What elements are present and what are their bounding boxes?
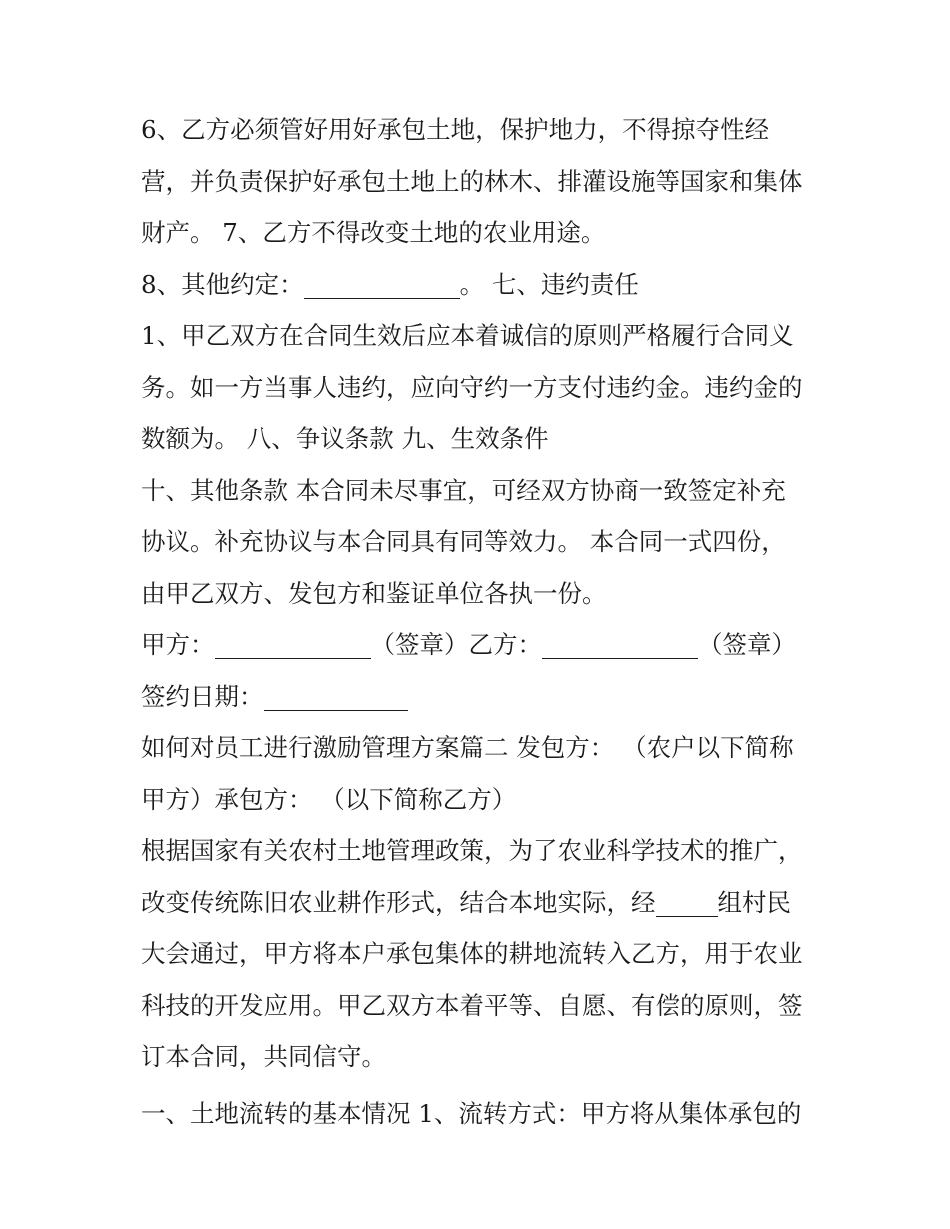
signing-date-label: 签约日期： [141,681,264,711]
text-line-2-content: 营，并负责保护好承包土地上的林木、排灌设施等国家和集体 [141,166,803,196]
text-line-3 [141,211,821,263]
text-line-2 [141,160,821,212]
text-line-16 [141,881,821,933]
signing-date-line [141,675,821,727]
text-line-13-content: 如何对员工进行激励管理方案篇二 发包方： （农户以下简称 [141,733,794,762]
text-line-19-content: 订本合同，共同信守。 [141,1042,386,1071]
text-line-20 [141,1092,821,1144]
signature-line [141,623,821,675]
party-a-label: 甲方： [141,630,215,659]
text-line-18-content: 科技的开发应用。甲乙双方本着平等、自愿、有偿的原则，签 [141,990,803,1020]
text-line-1-content: 6、乙方必须管好用好承包土地，保护地力，不得掠夺性经 [141,115,770,144]
text-line-16-end: 组村民 [717,887,791,917]
contract-text [141,108,821,1144]
text-line-7 [141,417,821,469]
text-line-3-content: 财产。 7、乙方不得改变土地的农业用途。 [141,218,606,247]
text-line-5 [141,314,821,366]
signing-date-blank [264,680,408,711]
text-line-16-start: 改变传统陈旧农业耕作形式，结合本地实际，经 [141,887,656,917]
other-agreement-blank [304,268,460,299]
text-line-13 [141,726,821,778]
party-b-signature-blank [542,628,698,659]
text-line-10-content: 由甲乙双方、发包方和鉴证单位各执一份。 [141,578,607,608]
text-line-6-content: 务。如一方当事人违约，应向守约一方支付违约金。违约金的 [141,372,803,402]
text-line-7-content: 数额为。 八、争议条款 九、生效条件 [141,424,549,453]
group-name-blank [656,886,718,917]
text-line-14-content: 甲方）承包方： （以下简称乙方） [141,784,517,814]
text-line-8-content: 十、其他条款 本合同未尽事宜，可经双方协商一致签定补充 [141,475,786,505]
text-line-14 [141,778,821,830]
text-line-15 [141,829,821,881]
text-line-9 [141,520,821,572]
text-line-19 [141,1035,821,1092]
text-line-18 [141,984,821,1036]
text-line-9-content: 协议。补充协议与本合同具有同等效力。 本合同一式四份， [141,527,786,556]
other-agreement-label: 8、其他约定： [141,269,304,299]
text-line-4 [141,263,821,315]
text-line-6 [141,366,821,418]
seal-label: （签章） [698,630,796,659]
breach-liability-heading: 。 七、违约责任 [459,269,639,299]
party-a-signature-blank [215,628,371,659]
text-line-8 [141,469,821,521]
text-line-17-content: 大会通过，甲方将本户承包集体的耕地流转入乙方，用于农业 [141,939,803,968]
text-line-10 [141,572,821,624]
text-line-15-content: 根据国家有关农村土地管理政策，为了农业科学技术的推广， [141,836,803,865]
party-b-label: （签章）乙方： [370,630,542,659]
text-line-1 [141,108,821,160]
text-line-5-content: 1、甲乙双方在合同生效后应本着诚信的原则严格履行合同义 [141,321,794,350]
text-line-17 [141,932,821,984]
text-line-20-content: 一、土地流转的基本情况 1、流转方式：甲方将从集体承包的 [141,1099,802,1128]
